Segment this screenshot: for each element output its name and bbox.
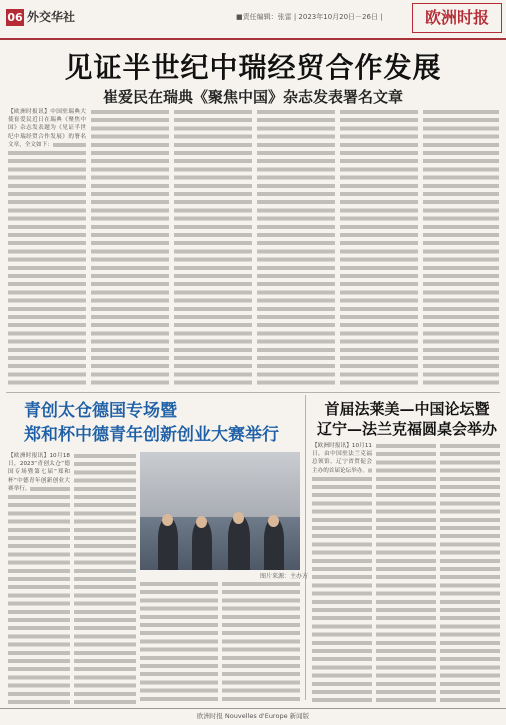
article3-column-2 bbox=[376, 442, 436, 704]
article1-column-6 bbox=[423, 108, 499, 388]
photo-person-head bbox=[268, 515, 279, 527]
article3-lead: 【欧洲时报讯】10月11日，由中国驻法兰克福总领馆、辽宁省贸促会主办的首届论坛举办。 bbox=[312, 443, 372, 474]
article2-column-2 bbox=[74, 452, 136, 704]
photo-person-head bbox=[233, 512, 244, 524]
photo-person-head bbox=[162, 514, 173, 526]
article1-headline: 见证半世纪中瑞经贸合作发展 bbox=[64, 51, 442, 84]
article3-headline-line2: 辽宁—法兰克福圆桌会举办 bbox=[316, 420, 497, 438]
article2-column-1 bbox=[8, 452, 70, 704]
article3-column-3 bbox=[440, 442, 500, 704]
page-header bbox=[0, 0, 506, 40]
article1-column-3 bbox=[174, 108, 252, 388]
article2-headline-line1: 青创太仓德国专场暨 bbox=[24, 401, 177, 421]
article3-headline bbox=[312, 399, 502, 439]
section-divider bbox=[6, 392, 500, 393]
page-number: 06 bbox=[7, 11, 23, 24]
article2-headline-line2: 郑和杯中德青年创新创业大赛举行 bbox=[24, 425, 279, 445]
photo-caption: 图片来源：主办方 bbox=[260, 573, 309, 580]
article3-headline-line1: 首届法莱美—中国论坛暨 bbox=[324, 400, 490, 418]
article2-column-3 bbox=[140, 580, 218, 704]
article3-column-1 bbox=[312, 442, 372, 704]
article1-column-1 bbox=[8, 108, 86, 388]
photo-person-head bbox=[196, 516, 207, 528]
article1-column-4 bbox=[257, 108, 335, 388]
section-title: 外交华社 bbox=[27, 10, 76, 24]
newspaper-masthead: 欧洲时报 bbox=[412, 3, 502, 33]
article1-column-2 bbox=[91, 108, 169, 388]
column-divider bbox=[305, 395, 306, 700]
article1-column-5 bbox=[340, 108, 418, 388]
article1-lead: 【欧洲时报讯】中国驻瑞典大使崔爱民近日在瑞典《聚焦中国》杂志发表题为《见证半世纪中瑞经贸合作发展》的署名文章，全文如下： bbox=[8, 109, 86, 148]
article1-subhead: 崔爱民在瑞典《聚焦中国》杂志发表署名文章 bbox=[102, 88, 403, 106]
photo-person bbox=[228, 516, 250, 570]
page-footer: 欧洲时报 Nouvelles d'Europe 新闻版 bbox=[0, 708, 506, 725]
editor-line: ■责任编辑：张雷 | 2023年10月20日－26日 | bbox=[236, 13, 383, 21]
event-photo bbox=[140, 452, 300, 570]
article2-lead: 【欧洲时报讯】10月18日，2023“青创太仓”德国专场暨第七届“郑和杯”中德青年创新创业大赛举行。 bbox=[8, 453, 70, 492]
photo-wall bbox=[140, 452, 300, 517]
article2-column-4 bbox=[222, 580, 300, 704]
